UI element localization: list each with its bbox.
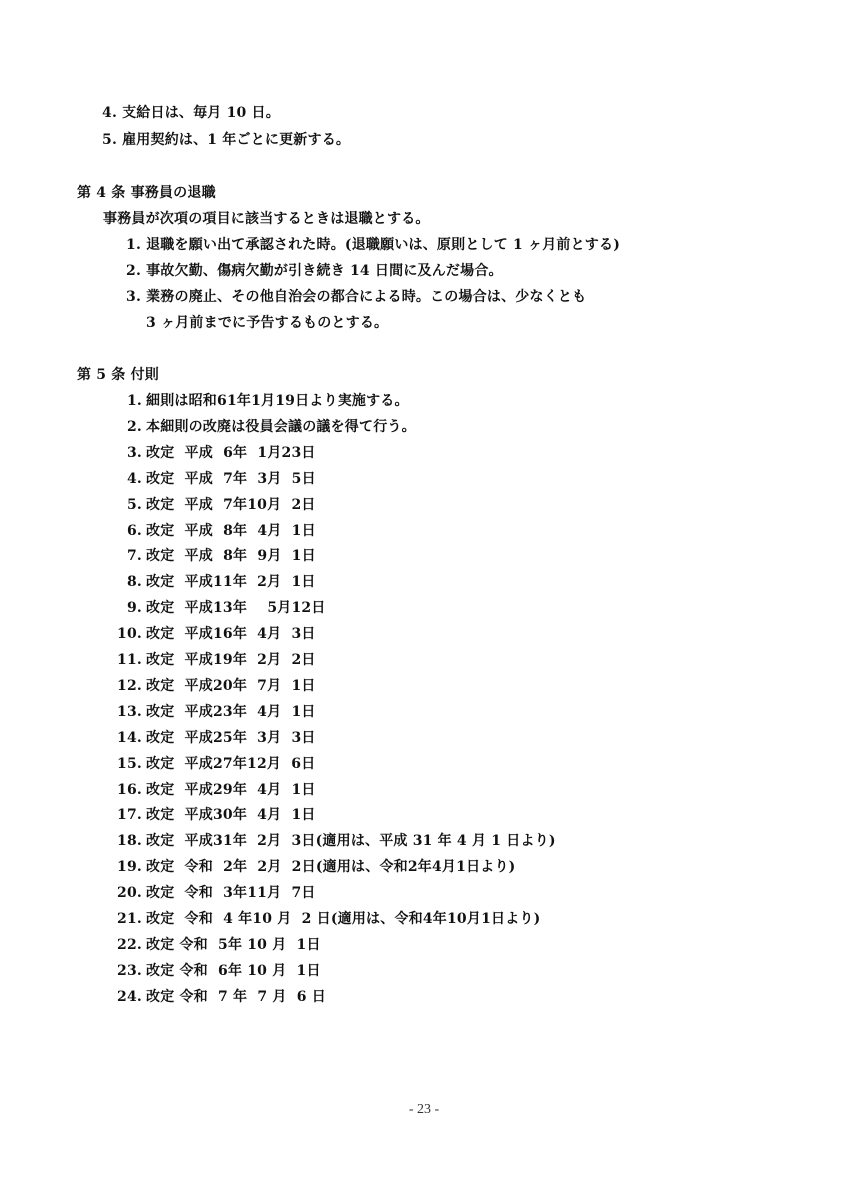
list-item — [116, 755, 315, 773]
list-item — [116, 496, 316, 514]
item-text: 改定 平成13年 5月12日 — [146, 600, 326, 617]
item-number: 8. — [126, 574, 142, 591]
item-number: 18. — [117, 833, 142, 850]
list-item — [116, 418, 416, 436]
item-text: 支給日は、毎月 10 日。 — [122, 105, 280, 121]
item-text: 改定 令和 2年 2月 2日(適用は、令和2年4月1日より) — [146, 859, 516, 876]
article-heading: 第 4 条 事務員の退職 — [77, 185, 216, 201]
list-item — [116, 392, 409, 410]
list-item — [116, 936, 321, 954]
item-text: 改定 平成20年 7月 1日 — [146, 677, 316, 694]
list-item — [116, 651, 316, 669]
list-item — [116, 884, 316, 902]
item-text: 改定 平成11年 2月 1日 — [146, 574, 316, 591]
list-item — [116, 547, 316, 565]
item-number: 14. — [117, 729, 142, 746]
item-text: 業務の廃止、その他自治会の都合による時。この場合は、少なくとも — [146, 289, 587, 305]
item-text: 改定 平成 7年 3月 5日 — [146, 470, 316, 487]
item-number: 20. — [117, 885, 142, 902]
item-text: 事故欠勤、傷病欠勤が引き続き 14 日間に及んだ場合。 — [146, 263, 503, 279]
item-text: 改定 平成19年 2月 2日 — [146, 652, 316, 668]
list-item — [116, 573, 316, 591]
article-heading: 第 5 条 付則 — [77, 367, 159, 383]
item-number: 22. — [117, 936, 142, 953]
list-item — [126, 288, 586, 306]
list-item — [116, 677, 316, 695]
item-number: 12. — [117, 677, 142, 694]
item-text: 退職を願い出て承認された時。(退職願いは、原則として 1 ヶ月前とする) — [146, 237, 621, 253]
item-number: 3. — [126, 289, 142, 305]
item-text: 改定 平成 8年 4月 1日 — [146, 522, 316, 539]
item-text: 改定 令和 7 年 7 月 6 日 — [146, 988, 326, 1005]
item-text: 雇用契約は、1 年ごとに更新する。 — [122, 132, 351, 148]
item-number: 1. — [126, 393, 142, 409]
list-item — [102, 131, 350, 149]
item-number: 24. — [117, 988, 142, 1005]
item-number: 9. — [126, 600, 142, 617]
list-item — [116, 988, 326, 1006]
item-text: 改定 令和 3年11月 7日 — [146, 885, 316, 902]
item-number: 10. — [117, 626, 142, 643]
list-item — [116, 625, 316, 643]
item-number: 15. — [117, 755, 142, 772]
list-item-continuation: 3 ヶ月前までに予告するものとする。 — [146, 315, 389, 331]
list-item — [126, 262, 503, 280]
item-number: 2. — [126, 263, 142, 279]
item-number: 19. — [117, 859, 142, 876]
list-item — [116, 910, 540, 928]
item-number: 11. — [117, 652, 142, 668]
item-text: 改定 平成25年 3月 3日 — [146, 729, 316, 746]
item-number: 3. — [126, 444, 142, 461]
item-text: 細則は昭和61年1月19日より実施する。 — [146, 393, 409, 409]
item-text: 改定 平成29年 4月 1日 — [146, 781, 316, 798]
list-item — [116, 522, 316, 540]
item-number: 4. — [102, 105, 118, 121]
item-text: 改定 平成 8年 9月 1日 — [146, 548, 316, 565]
item-text: 改定 平成30年 4月 1日 — [146, 807, 316, 824]
item-text: 改定 令和 4 年10 月 2 日(適用は、令和4年10月1日より) — [146, 911, 541, 927]
list-item — [116, 470, 316, 488]
item-number: 2. — [126, 418, 142, 435]
list-item — [126, 236, 620, 254]
item-text: 改定 平成 7年10月 2日 — [146, 496, 316, 513]
list-item — [116, 962, 321, 980]
item-text: 改定 平成27年12月 6日 — [146, 755, 316, 772]
item-text: 改定 平成23年 4月 1日 — [146, 703, 316, 720]
list-item — [102, 104, 280, 122]
item-number: 16. — [117, 781, 142, 798]
item-number: 5. — [126, 496, 142, 513]
list-item — [116, 858, 516, 876]
item-number: 4. — [126, 470, 142, 487]
item-text: 改定 平成16年 4月 3日 — [146, 626, 316, 643]
list-item — [116, 781, 316, 799]
list-item — [116, 703, 316, 721]
item-number: 7. — [126, 548, 142, 565]
item-text: 改定 令和 6年 10 月 1日 — [146, 962, 321, 979]
item-number: 1. — [126, 237, 142, 253]
article-intro: 事務員が次項の項目に該当するときは退職とする。 — [103, 211, 430, 227]
item-number: 21. — [117, 911, 142, 927]
item-text: 改定 平成 6年 1月23日 — [146, 444, 316, 461]
item-text: 改定 平成31年 2月 3日(適用は、平成 31 年 4 月 1 日より) — [146, 833, 556, 850]
page-number: - 23 - — [408, 1102, 440, 1117]
list-item — [116, 599, 326, 617]
item-text: 本細則の改廃は役員会議の議を得て行う。 — [146, 418, 416, 435]
list-item — [116, 832, 556, 850]
list-item — [116, 729, 316, 747]
list-item — [116, 806, 316, 824]
list-item — [116, 444, 316, 462]
item-number: 13. — [117, 703, 142, 720]
item-text: 改定 令和 5年 10 月 1日 — [146, 936, 321, 953]
item-number: 6. — [126, 522, 142, 539]
item-number: 5. — [102, 132, 118, 148]
item-number: 17. — [117, 807, 142, 824]
item-number: 23. — [117, 962, 142, 979]
